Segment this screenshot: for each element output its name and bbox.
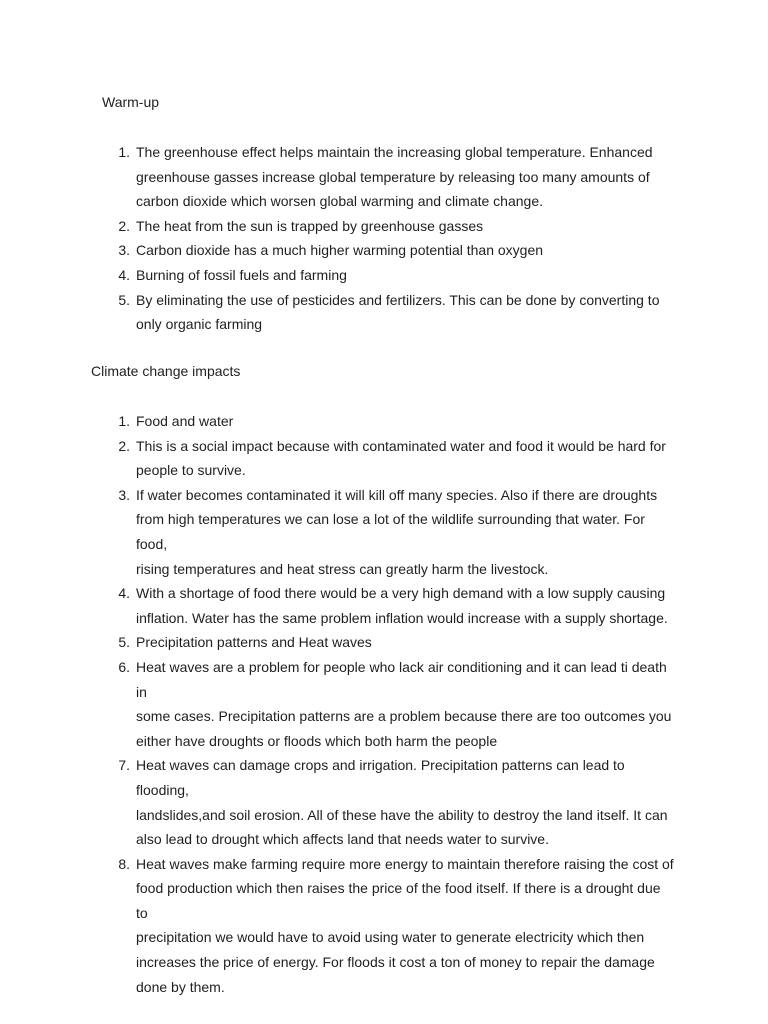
list-item-number: 5 .	[108, 630, 130, 655]
list-item-number: 6 .	[108, 655, 130, 680]
list-item-text: Burning of fossil fuels and farming	[136, 266, 347, 283]
list-item-number: 7 .	[108, 753, 130, 778]
list-item	[0, 483, 676, 581]
climate-heading: Climate change impacts	[91, 363, 241, 379]
climate-list	[0, 409, 768, 999]
warmup-heading: Warm-up	[102, 94, 160, 110]
list-item	[0, 263, 676, 288]
list-item	[0, 214, 676, 239]
list-item	[0, 753, 676, 851]
list-item-number: 2 .	[108, 434, 130, 459]
list-item	[0, 434, 676, 483]
list-item-number: 4 .	[108, 581, 130, 606]
list-item-number: 3 .	[108, 238, 130, 263]
list-item-text: Heat waves are a problem for people who lack air conditioning and it can lead ti death in some cases. Precipitation patterns are a problem because there are too outcomes you either have droughts or floods which both harm the people	[136, 658, 672, 749]
list-item-number: 1 .	[108, 409, 130, 434]
list-item-text: This is a social impact because with contaminated water and food it would be hard for people to survive.	[136, 437, 666, 479]
list-item	[0, 288, 676, 337]
warmup-list	[0, 140, 768, 337]
list-item-text: Heat waves make farming require more energy to maintain therefore raising the cost of food production which then raises the price of the food itself. If there is a drought due to precipitation we would have to avoid using water to generate electricity which then increases the price of energy. For floods it cost a ton of money to repair the damage done by them.	[136, 855, 674, 995]
list-item-text: With a shortage of food there would be a very high demand with a low supply causing inflation. Water has the same problem inflation would increase with a supply shortage.	[136, 585, 668, 626]
list-item	[0, 409, 676, 434]
list-item-text: The heat from the sun is trapped by greenhouse gasses	[136, 217, 484, 234]
list-item	[0, 238, 676, 263]
list-item-number: 8 .	[108, 852, 130, 877]
list-item-text: If water becomes contaminated it will kill off many species. Also if there are droughts from high temperatures we can lose a lot of the wildlife surrounding that water. For food, rising temperatures and heat stress can greatly harm the livestock.	[136, 486, 658, 577]
list-item-text: The greenhouse effect helps maintain the increasing global temperature. Enhanced greenhouse gasses increase global temperature by releasing too many amounts of carbon dioxide which worsen global warming and climate change.	[136, 144, 653, 210]
list-item-text: By eliminating the use of pesticides and fertilizers. This can be done by converting to only organic farming	[136, 291, 660, 333]
list-item-number: 5 .	[108, 288, 130, 313]
list-item	[0, 581, 676, 630]
list-item	[0, 140, 676, 214]
list-item-text: Carbon dioxide has a much higher warming potential than oxygen	[136, 242, 544, 259]
list-item-number: 4 .	[108, 263, 130, 288]
list-item-number: 3 .	[108, 483, 130, 508]
list-item-number: 2 .	[108, 214, 130, 239]
list-item-text: Precipitation patterns and Heat waves	[136, 634, 372, 651]
list-item	[0, 852, 676, 1000]
list-item	[0, 655, 676, 753]
list-item-number: 1 .	[108, 140, 130, 165]
list-item-text: Heat waves can damage crops and irrigation. Precipitation patterns can lead to flooding, landslides,and soil erosion. All of these have the ability to destroy the land itself. It can also lead to drought which affects land that needs water to survive.	[136, 757, 668, 848]
list-item	[0, 630, 676, 655]
list-item-text: Food and water	[136, 413, 234, 429]
